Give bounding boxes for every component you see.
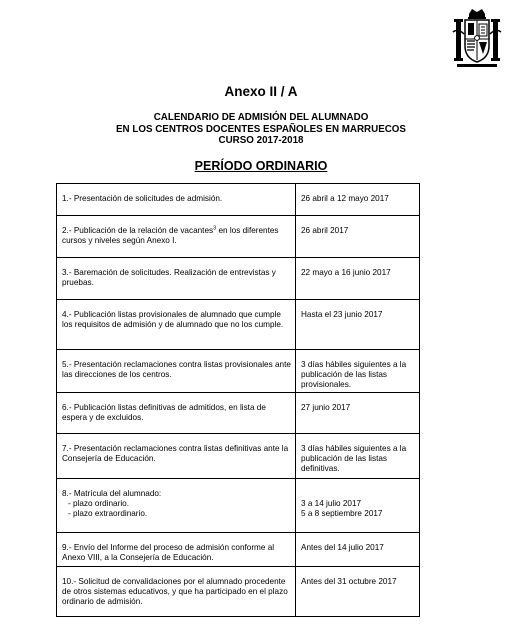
- step-date: 26 abril a 12 mayo 2017: [296, 184, 420, 216]
- step-date-line: [301, 489, 415, 499]
- header-line-1: CALENDARIO DE ADMISIÓN DEL ALUMNADO: [153, 112, 369, 123]
- step-date: 3 días hábiles siguientes a la publicación de las listas definitivas.: [296, 434, 420, 479]
- table-row: [57, 533, 420, 567]
- step-description-text: en los diferentes cursos y niveles según Anexo I.: [62, 226, 279, 245]
- step-description: 6.- Publicación listas definitivas de admitidos, en lista de espera y de excluidos.: [57, 393, 296, 434]
- step-date: 22 mayo a 16 junio 2017: [296, 258, 420, 300]
- step-description-line: - plazo ordinario.: [68, 499, 129, 508]
- step-description: 5.- Presentación reclamaciones contra listas provisionales ante las direcciones de los centros.: [57, 350, 296, 393]
- step-date: 27 junio 2017: [296, 393, 420, 434]
- step-description: 10.- Solicitud de convalidaciones por el alumnado procedente de otros sistemas educativos, y que ha participado en el plazo ordinario de admisión.: [57, 567, 296, 617]
- admission-calendar-table: [56, 183, 420, 617]
- table-row: [57, 350, 420, 393]
- footnote-marker: 3: [213, 225, 217, 232]
- step-description: [57, 533, 296, 567]
- step-description-line: - plazo extraordinario.: [68, 509, 148, 518]
- step-date-line: 3 a 14 julio 2017: [301, 499, 362, 508]
- step-description: [57, 216, 296, 258]
- step-date: Antes del 14 julio 2017: [296, 533, 420, 567]
- step-description: 3.- Baremación de solicitudes. Realización de entrevistas y pruebas.: [57, 258, 296, 300]
- step-description: 7.- Presentación reclamaciones contra listas definitivas ante la Consejería de Educación.: [57, 434, 296, 479]
- coat-of-arms-icon: [452, 8, 502, 70]
- step-description-text: 2.- Publicación de la relación de vacantes: [62, 226, 214, 235]
- step-date-line: 5 a 8 septiembre 2017: [301, 509, 383, 518]
- header-line-3: CURSO 2017-2018: [218, 135, 304, 146]
- table-row: [57, 184, 420, 216]
- step-date: Hasta el 23 junio 2017: [296, 300, 420, 350]
- table-row: [57, 258, 420, 300]
- step-description: [57, 479, 296, 533]
- table-row: [57, 434, 420, 479]
- document-header: [0, 112, 522, 147]
- period-title: PERÍODO ORDINARIO: [194, 159, 328, 173]
- table-row: [57, 216, 420, 258]
- step-description: 1.- Presentación de solicitudes de admisión.: [57, 184, 296, 216]
- step-description-line: 8.- Matrícula del alumnado:: [62, 489, 162, 498]
- step-date: Antes del 31 octubre 2017: [296, 567, 420, 617]
- table-row: [57, 393, 420, 434]
- step-date: [296, 479, 420, 533]
- step-description-text: 9.- Envío del Informe del proceso de admisión conforme al Anexo VIII, a la Consejería de Educación.: [62, 543, 275, 562]
- step-date: 3 días hábiles siguientes a la publicación de las listas provisionales.: [296, 350, 420, 393]
- annex-title: Anexo II / A: [224, 84, 298, 99]
- header-line-2: EN LOS CENTROS DOCENTES ESPAÑOLES EN MARRUECOS: [116, 123, 406, 135]
- table-row: [57, 567, 420, 617]
- table-row: [57, 300, 420, 350]
- step-description: 4.- Publicación listas provisionales de alumnado que cumple los requisitos de admisión y de alumnado que no los cumple.: [57, 300, 296, 350]
- step-date: 26 abril 2017: [296, 216, 420, 258]
- table-row: [57, 479, 420, 533]
